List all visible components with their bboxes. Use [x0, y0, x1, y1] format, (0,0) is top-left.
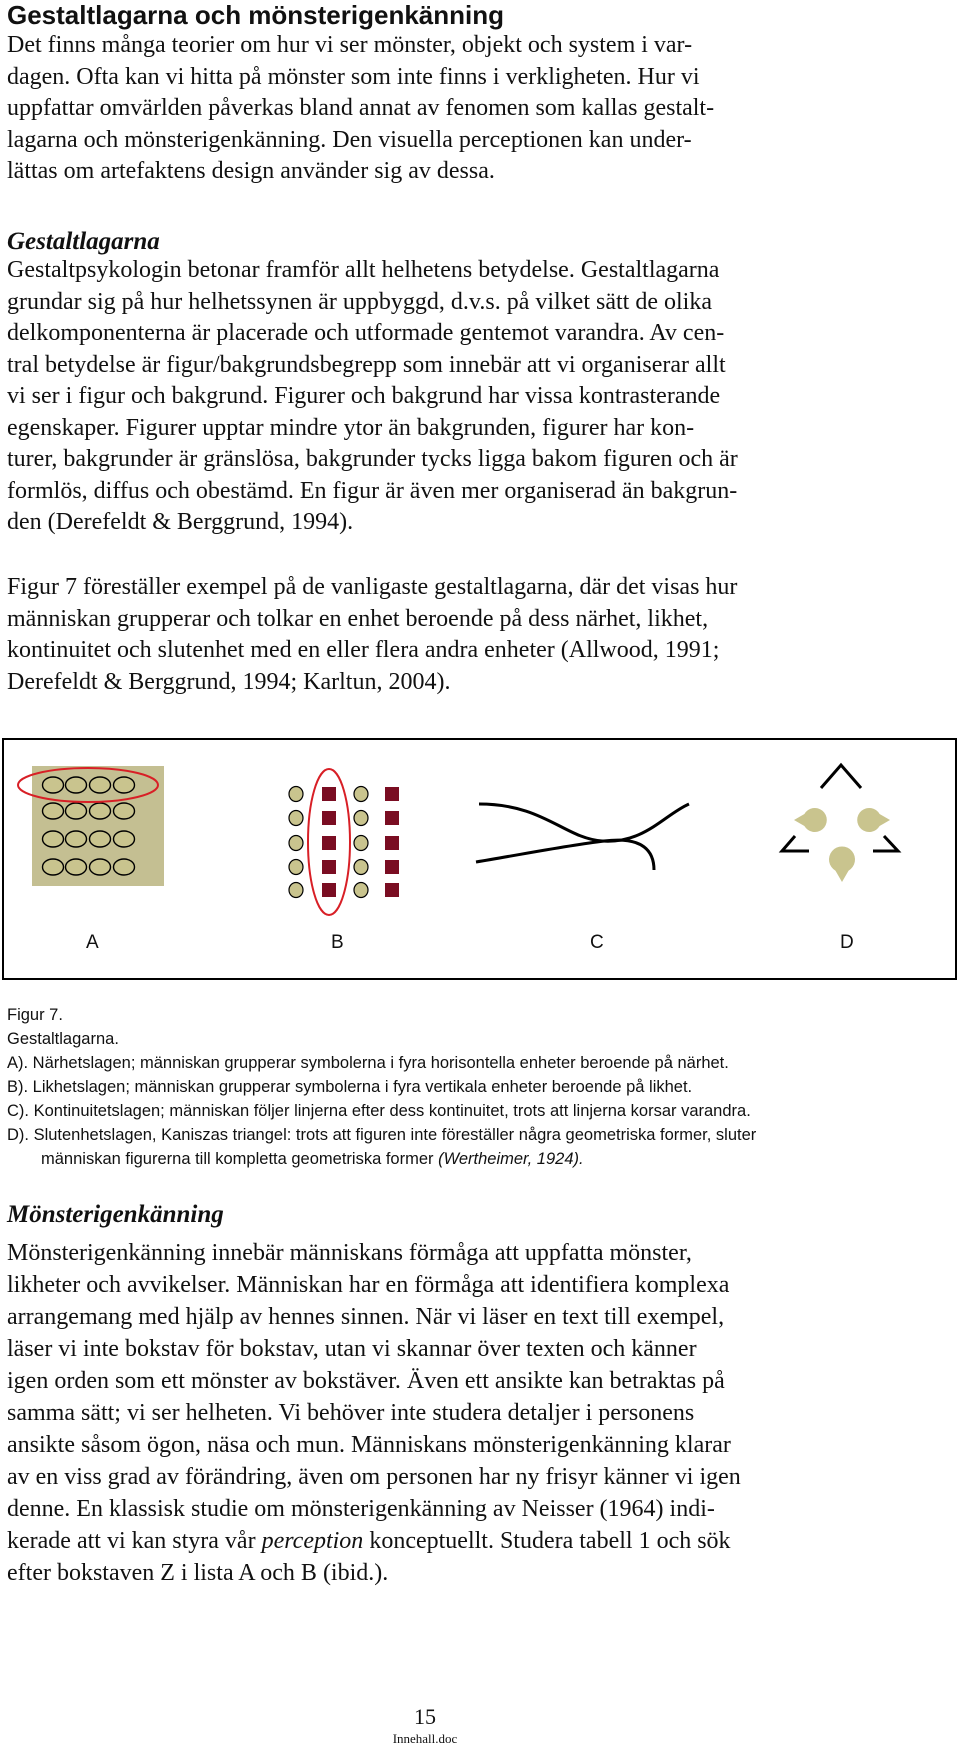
similarity-square	[322, 787, 336, 801]
similarity-square	[322, 860, 336, 874]
section-heading-gestaltlagarna: Gestaltlagarna	[7, 228, 160, 255]
proximity-circle	[66, 831, 87, 847]
caption-title: Figur 7.	[7, 1006, 63, 1024]
similarity-square	[385, 811, 399, 825]
caption-item-d: D). Slutenhetslagen, Kaniszas triangel: trots att figuren inte föreställer några geometriska former, sluter	[7, 1126, 757, 1144]
continuity-line-2	[476, 840, 654, 870]
kanizsa-corner-left	[782, 836, 809, 851]
proximity-circle	[114, 859, 135, 875]
proximity-circle	[43, 831, 64, 847]
caption-item-d-text: människan figurerna till kompletta geometriska former	[41, 1150, 439, 1168]
pattern-text-part-1: Mönsterigenkänning innebär människans förmåga att uppfatta mönster, likheter och avvikelser. Människan har en förmåga att identifiera komplexa arrangemang med hjälp av hennes sinnen. När vi läser en text till exempel, läser vi inte bokstav för bokstav, utan vi skannar över texten och känner igen orden som ett mönster av bokstäver. Även ett ansikte kan betraktas på samma sätt; vi ser helheten. Vi behöver inte studera detaljer i personens ansikte såsom ögon, näsa och mun. Människans mönsterigenkänning klarar av en viss grad av förändring, även om personen har ny frisyr känner vi igen denne. En klassisk studie om mönsterigenkänning av Neisser (1964) indi- kerade att vi kan styra vår	[7, 1240, 741, 1554]
proximity-circle	[90, 777, 111, 793]
similarity-square	[322, 883, 336, 897]
figure-7-box	[2, 738, 957, 980]
kanizsa-pacman-right	[857, 808, 890, 832]
caption-item-a: A). Närhetslagen; människan grupperar symbolerna i fyra horisontella enheter beroende på närhet.	[7, 1054, 729, 1072]
proximity-circle	[43, 777, 64, 793]
similarity-circle	[354, 883, 368, 898]
panel-label-b: B	[331, 932, 344, 953]
kanizsa-pacman-left	[794, 808, 827, 832]
proximity-circle	[43, 859, 64, 875]
caption-subtitle: Gestaltlagarna.	[7, 1030, 119, 1048]
intro-paragraph: Det finns många teorier om hur vi ser mönster, objekt och system i var- dagen. Ofta kan vi hitta på mönster som inte finns i verkligheten. Hur vi uppfattar omvärlden påverkas bland annat av fenomen som kallas gestalt- lagarna och mönsterigenkänning. Den visuella perceptionen kan under- lättas om artefaktens design använder sig av dessa.	[7, 32, 715, 184]
similarity-square	[322, 836, 336, 850]
perception-term: perception	[261, 1528, 364, 1554]
page-heading: Gestaltlagarna och mönsterigenkänning	[7, 0, 504, 30]
similarity-square	[322, 811, 336, 825]
panel-label-c: C	[590, 932, 604, 953]
gestalt-paragraph: Gestaltpsykologin betonar framför allt helhetens betydelse. Gestaltlagarna grundar sig på hur helhetssynen är uppbyggd, d.v.s. på vilket sätt de olika delkomponenterna är placerade och utformade gentemot varandra. Av cen- tral betydelse är figur/bakgrundsbegrepp som innebär att vi organiserar allt vi ser i figur och bakgrund. Figurer och bakgrund har vissa kontrasterande egenskaper. Figurer upptar mindre ytor än bakgrunden, figurer har kon- turer, bakgrunder är gränslösa, bakgrunder tycks ligga bakom figuren och är formlös, diffus och obestämd. En figur är även mer organiserad än bakgrun- den (Derefeldt & Berggrund, 1994).	[7, 257, 738, 535]
caption-citation: (Wertheimer, 1924).	[438, 1150, 584, 1168]
similarity-circle	[354, 860, 368, 875]
footer-file-name: Innehall.doc	[392, 1731, 458, 1746]
panel-label-a: A	[86, 932, 99, 953]
similarity-square	[385, 883, 399, 897]
panel-label-d: D	[840, 932, 854, 953]
caption-item-d-continued	[7, 1147, 957, 1171]
similarity-square	[385, 787, 399, 801]
similarity-circle	[289, 787, 303, 802]
page-number: 15	[414, 1704, 436, 1729]
kanizsa-corner-right	[873, 836, 898, 851]
proximity-circle	[43, 803, 64, 819]
kanizsa-pacman-bottom	[829, 846, 855, 882]
section-heading-monsterigenkanning: Mönsterigenkänning	[7, 1201, 224, 1228]
proximity-circle	[114, 803, 135, 819]
proximity-circle	[66, 803, 87, 819]
similarity-circle	[354, 787, 368, 802]
caption-item-c: C). Kontinuitetslagen; människan följer linjerna efter dess kontinuitet, trots att linjerna korsar varandra.	[7, 1102, 751, 1120]
continuity-line-1	[479, 804, 689, 841]
similarity-circle	[354, 836, 368, 851]
figure-intro-paragraph: Figur 7 föreställer exempel på de vanligaste gestaltlagarna, där det visas hur människan grupperar och tolkar en enhet beroende på dess närhet, likhet, kontinuitet och slutenhet med en eller flera andra enheter (Allwood, 1991; Derefeldt & Berggrund, 1994; Karltun, 2004).	[7, 574, 738, 695]
proximity-circle	[114, 831, 135, 847]
proximity-circle	[90, 859, 111, 875]
caption-item-b: B). Likhetslagen; människan grupperar symbolerna i fyra vertikala enheter beroende på likhet.	[7, 1078, 693, 1096]
proximity-circle	[66, 859, 87, 875]
pattern-recognition-paragraph	[7, 1237, 857, 1589]
similarity-circle	[289, 883, 303, 898]
kanizsa-corner-top	[821, 765, 861, 788]
gestalt-figure-illustration	[4, 740, 955, 978]
similarity-square	[385, 836, 399, 850]
similarity-circle	[289, 811, 303, 826]
proximity-circle	[66, 777, 87, 793]
similarity-circle	[289, 836, 303, 851]
similarity-circle	[354, 811, 368, 826]
similarity-circle	[289, 860, 303, 875]
proximity-circle	[90, 831, 111, 847]
proximity-circle	[114, 777, 135, 793]
figure-caption	[7, 1003, 957, 1171]
pattern-text-part-2: konceptuellt. Studera tabell 1 och sök efter bokstaven Z i lista A och B (ibid.).	[7, 1528, 731, 1586]
proximity-circle	[90, 803, 111, 819]
similarity-square	[385, 860, 399, 874]
